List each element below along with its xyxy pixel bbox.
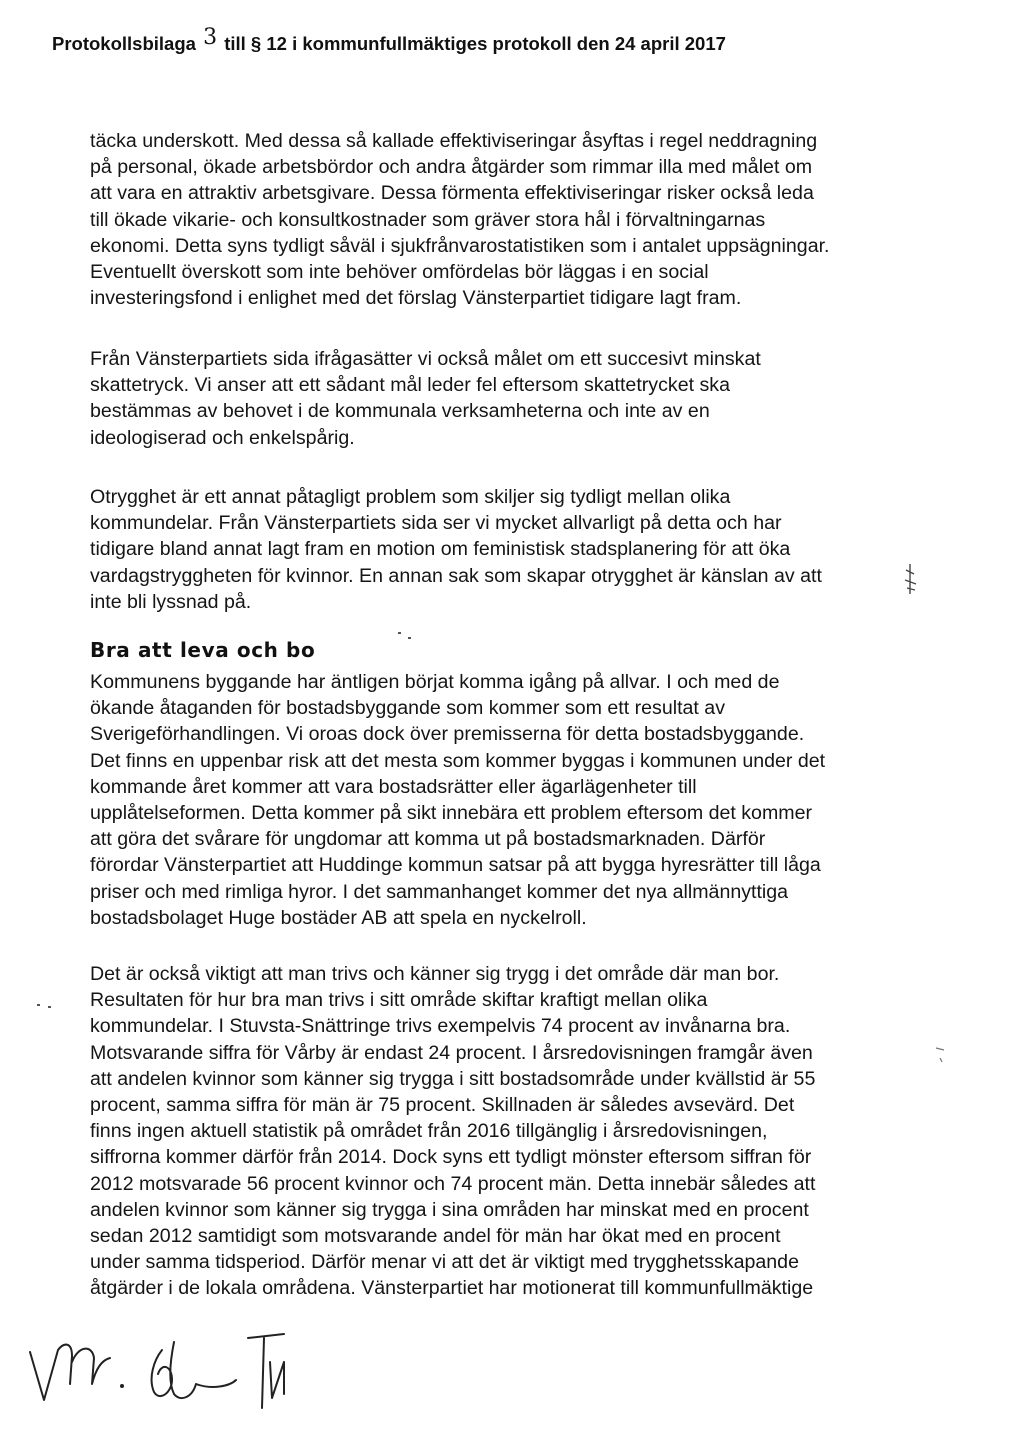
section-heading: Bra att leva och bo	[90, 638, 316, 662]
text-line: på personal, ökade arbetsbördor och andra åtgärder som rimmar illa med målet om	[90, 156, 813, 179]
text-line: Från Vänsterpartiets sida ifrågasätter vi också målet om ett succesivt minskat	[90, 348, 761, 370]
text-line: kommundelar. Från Vänsterpartiets sida ser vi mycket allvarligt på detta och har	[90, 512, 782, 535]
text-line: kommande året kommer att vara bostadsrätter eller ägarlägenheter till	[90, 775, 697, 798]
text-line: Eventuellt överskott som inte behöver omfördelas bör läggas i en social	[90, 261, 709, 284]
text-line: kommundelar. I Stuvsta-Snättringe trivs exempelvis 74 procent av invånarna bra.	[90, 1015, 791, 1038]
text-line: vardagstryggheten för kvinnor. En annan sak som skapar otrygghet är känslan av att	[90, 564, 822, 587]
text-line: Det är också viktigt att man trivs och känner sig trygg i det område där man bor.	[90, 963, 780, 985]
text-line: sedan 2012 samtidigt som motsvarande andel för män har ökat med en procent	[90, 1225, 781, 1248]
scan-speck	[408, 637, 411, 639]
text-line: under samma tidsperiod. Därför menar vi att det är viktigt med trygghetsskapande	[90, 1251, 799, 1274]
text-line: Kommunens byggande har äntligen börjat komma igång på allvar. I och med de	[90, 671, 780, 693]
text-line: ökande åtaganden för bostadsbyggande som kommer som ett resultat av	[90, 697, 725, 720]
text-line: finns ingen aktuell statistik på området från 2016 tillgänglig i årsredovisningen,	[90, 1120, 768, 1143]
text-line: siffrorna kommer därför från 2014. Dock syns ett tydligt mönster eftersom siffran för	[90, 1146, 812, 1169]
text-line: Otrygghet är ett annat påtagligt problem som skiljer sig tydligt mellan olika	[90, 486, 731, 508]
margin-scribble-icon	[898, 560, 928, 600]
text-line: ideologiserad och enkelspårig.	[90, 426, 355, 449]
text-line: investeringsfond i enlighet med det förslag Vänsterpartiet tidigare lagt fram.	[90, 287, 742, 310]
text-line: Det finns en uppenbar risk att det mesta som kommer byggas i kommunen under det	[90, 749, 826, 772]
text-line: Motsvarande siffra för Vårby är endast 24 procent. I årsredovisningen framgår även	[90, 1041, 813, 1064]
margin-tick-icon	[930, 1038, 960, 1078]
paragraph-wellbeing-safety	[90, 961, 880, 1302]
scan-speck	[48, 1006, 51, 1008]
scan-speck	[398, 632, 401, 634]
text-line: täcka underskott. Med dessa så kallade effektiviseringar åsyftas i regel neddragning	[90, 130, 818, 152]
text-line: ekonomi. Detta syns tydligt såväl i sjukfrånvarostatistiken som i antalet uppsägningar.	[90, 234, 830, 257]
header-suffix: till § 12 i kommunfullmäktiges protokoll den 24 april 2017	[224, 33, 726, 54]
text-line: upplåtelseformen. Detta kommer på sikt innebära ett problem eftersom det kommer	[90, 802, 813, 825]
text-line: andelen kvinnor som känner sig trygga i sina områden har minskat med en procent	[90, 1198, 809, 1221]
scan-speck	[37, 1004, 40, 1006]
text-line: till ökade vikarie- och konsultkostnader som gräver stora hål i förvaltningarnas	[90, 208, 766, 231]
text-line: priser och med rimliga hyror. I det sammanhanget kommer det nya allmännyttiga	[90, 880, 789, 903]
text-line: bostadsbolaget Huge bostäder AB att spela en nyckelroll.	[90, 906, 587, 929]
text-line: att göra det svårare för ungdomar att komma ut på bostadsmarknaden. Därför	[90, 828, 766, 851]
paragraph-budget-efficiency	[90, 128, 880, 311]
text-line: Resultaten för hur bra man trivs i sitt område skiftar kraftigt mellan olika	[90, 989, 708, 1012]
text-line: procent, samma siffra för män är 75 procent. Skillnaden är således avsevärd. Det	[90, 1094, 795, 1117]
text-line: tidigare bland annat lagt fram en motion om feministisk stadsplanering för att öka	[90, 538, 791, 561]
paragraph-tax-burden	[90, 346, 880, 451]
page-header	[52, 25, 952, 58]
text-line: Sverigeförhandlingen. Vi oroas dock över premisserna för detta bostadsbyggande.	[90, 723, 805, 746]
handwritten-signature	[22, 1322, 302, 1412]
text-line: åtgärder i de lokala områdena. Vänsterpartiet har motionerat till kommunfullmäktige	[90, 1277, 814, 1300]
text-line: bestämmas av behovet i de kommunala verksamheterna och inte av en	[90, 400, 710, 423]
text-line: skattetryck. Vi anser att ett sådant mål leder fel eftersom skattetrycket ska	[90, 374, 730, 397]
text-line: 2012 motsvarade 56 procent kvinnor och 74 procent män. Detta innebär således att	[90, 1172, 816, 1195]
text-line: förordar Vänsterpartiet att Huddinge kommun satsar på att bygga hyresrätter till låga	[90, 854, 821, 877]
text-line: att vara en attraktiv arbetsgivare. Dessa förmenta effektiviseringar risker också leda	[90, 182, 814, 205]
header-prefix: Protokollsbilaga	[52, 33, 196, 54]
text-line: inte bli lyssnad på.	[90, 590, 252, 613]
text-line: att andelen kvinnor som känner sig trygga i sitt bostadsområde under kvällstid är 55	[90, 1067, 816, 1090]
paragraph-insecurity	[90, 484, 880, 615]
paragraph-housing	[90, 669, 880, 931]
header-handwritten-number: 3	[203, 25, 218, 50]
